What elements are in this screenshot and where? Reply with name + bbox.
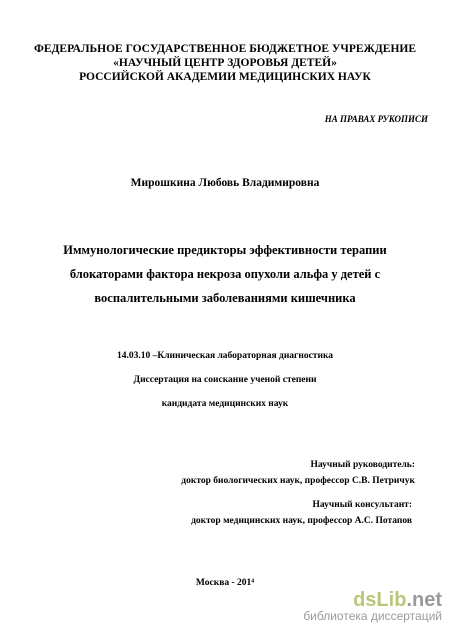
degree-line-2: кандидата медицинских наук <box>161 399 289 409</box>
consultant-name: доктор медицинских наук, профессор А.С. Потапов <box>191 516 412 526</box>
institution-line-1: ФЕДЕРАЛЬНОЕ ГОСУДАРСТВЕННОЕ БЮДЖЕТНОЕ УЧРЕЖДЕНИЕ <box>33 43 417 55</box>
degree-line-1: Диссертация на соискание ученой степени <box>133 375 317 385</box>
supervisor-name: доктор биологических наук, профессор С.В. Петричук <box>181 476 415 486</box>
watermark-logo-main: dsLib <box>353 589 407 611</box>
watermark-logo <box>303 590 442 610</box>
institution-line-3: РОССИЙСКОЙ АКАДЕМИИ МЕДИЦИНСКИХ НАУК <box>79 71 371 83</box>
thesis-title-line-3: воспалительными заболеваниями кишечника <box>94 291 356 305</box>
institution-line-2: «НАУЧНЫЙ ЦЕНТР ЗДОРОВЬЯ ДЕТЕЙ» <box>113 57 337 69</box>
watermark-subtitle: библиотека диссертаций <box>303 609 442 623</box>
specialty-code: 14.03.10 –Клиническая лабораторная диагностика <box>116 351 334 361</box>
supervisor-label: Научный руководитель: <box>310 460 415 470</box>
watermark-logo-ext: .net <box>406 589 442 611</box>
thesis-title-line-2: блокаторами фактора некроза опухоли альфа у детей с <box>69 267 381 281</box>
manuscript-rights: НА ПРАВАХ РУКОПИСИ <box>324 114 428 124</box>
city-year: Москва - 201⁴ <box>195 578 255 588</box>
consultant-label: Научный консультант: <box>312 500 412 510</box>
watermark <box>303 590 442 623</box>
author-name: Мирошкина Любовь Владимировна <box>130 177 320 189</box>
thesis-title-line-1: Иммунологические предикторы эффективности терапии <box>63 243 387 257</box>
